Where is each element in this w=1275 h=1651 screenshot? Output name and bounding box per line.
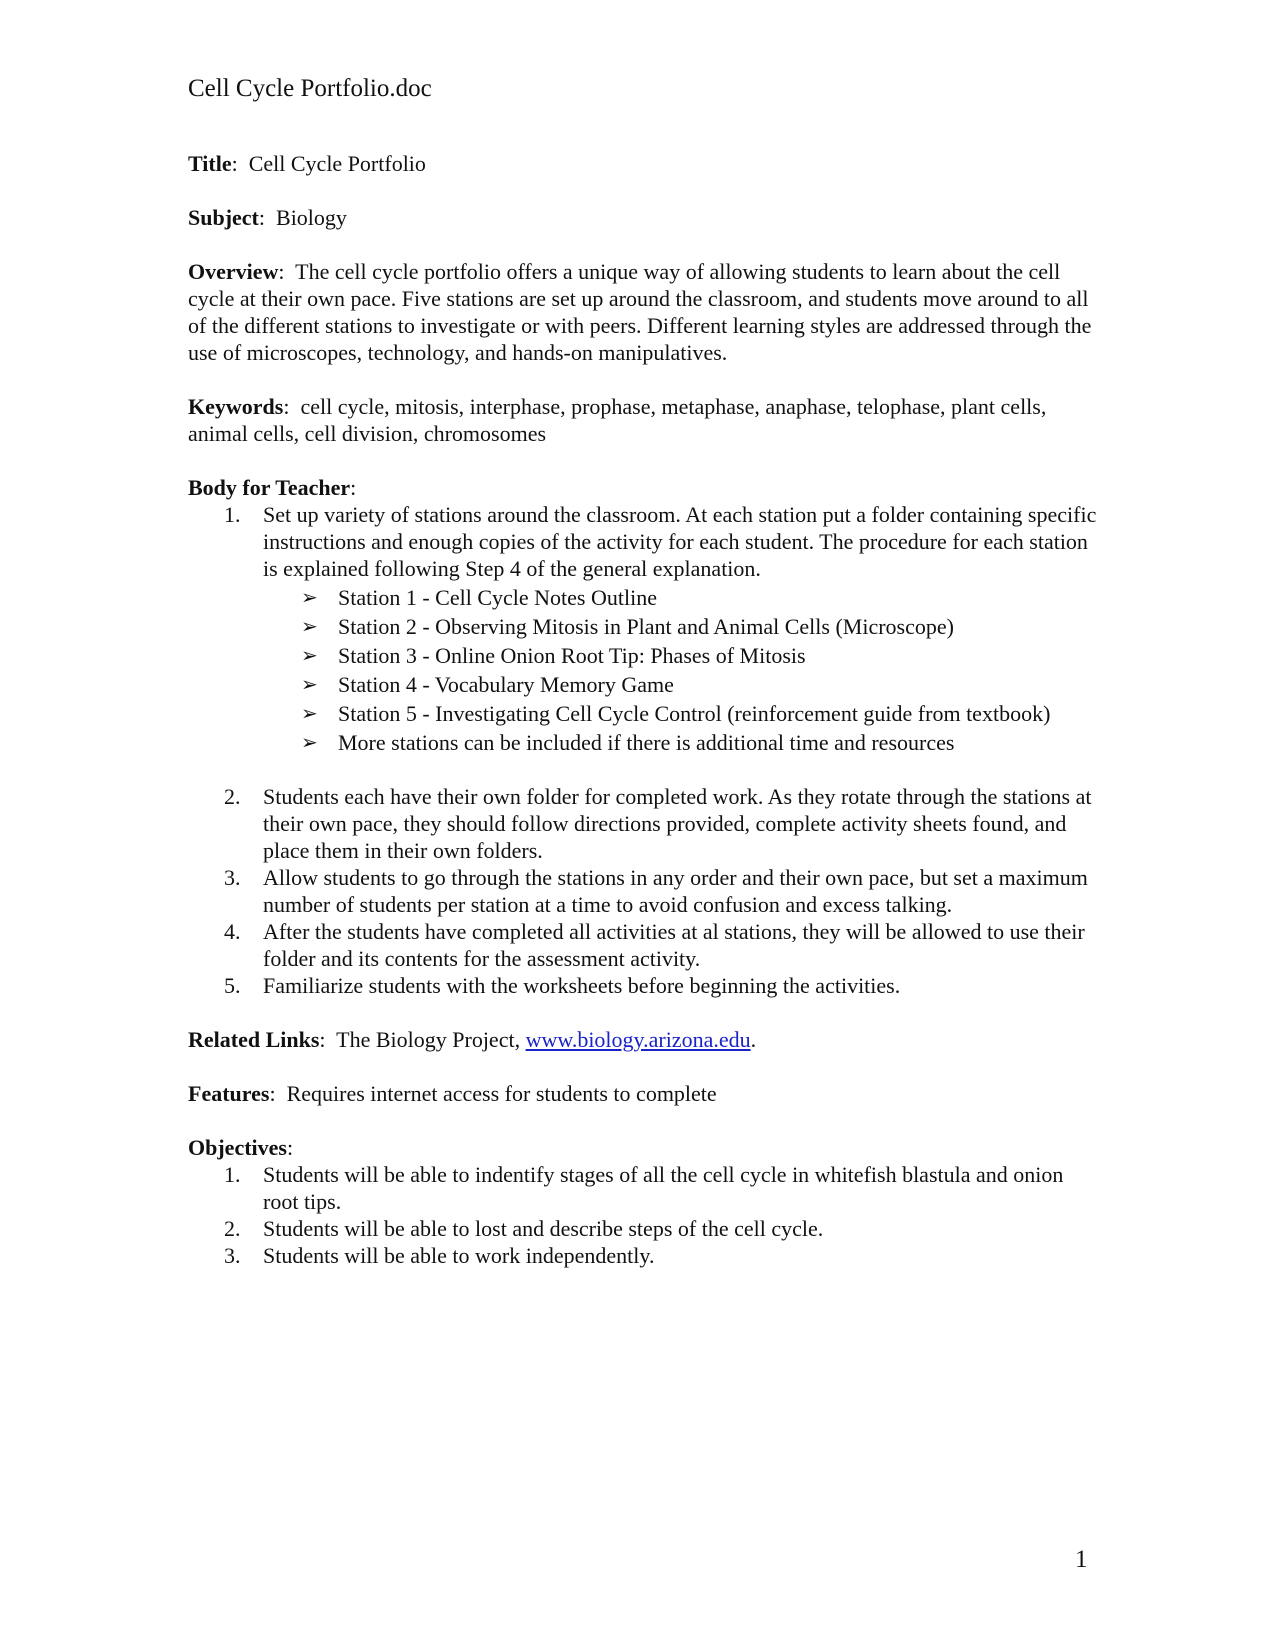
related-links-label: Related Links — [188, 1027, 320, 1052]
step-number: 2. — [224, 784, 241, 809]
keywords-text: cell cycle, mitosis, interphase, prophase, metaphase, anaphase, telophase, plant cells, animal cells, cell division, chromosomes — [188, 394, 1047, 446]
features-label: Features — [188, 1081, 270, 1106]
step-number: 5. — [224, 973, 241, 998]
keywords-label: Keywords — [188, 394, 284, 419]
objectives-heading — [188, 1134, 1100, 1161]
step-number: 1. — [224, 502, 241, 527]
related-links-field — [188, 1026, 1100, 1053]
features-colon: : — [269, 1081, 276, 1106]
subject-value: Biology — [276, 205, 347, 230]
objectives-label: Objectives — [188, 1135, 287, 1160]
objectives-colon: : — [286, 1135, 294, 1160]
step-number: 3. — [224, 865, 241, 890]
station-text: Station 5 - Investigating Cell Cycle Control (reinforcement guide from textbook) — [338, 701, 1051, 726]
station-item — [263, 729, 1100, 756]
teacher-step — [188, 918, 1100, 972]
station-text: Station 4 - Vocabulary Memory Game — [338, 672, 674, 697]
title-label: Title — [188, 151, 232, 176]
station-item — [263, 613, 1100, 640]
objectives-list — [188, 1161, 1100, 1269]
subject-field — [188, 204, 1100, 231]
features-field — [188, 1080, 1100, 1107]
objective-item — [188, 1242, 1100, 1269]
step-text: Set up variety of stations around the classroom. At each station put a folder containing specific instructions and enough copies of the activity for each student. The procedure for each station is explained following Step 4 of the general explanation. — [263, 502, 1097, 581]
station-item — [263, 700, 1100, 727]
arrow-bullet-icon: ➢ — [301, 614, 318, 638]
page-number: 1 — [1075, 1546, 1088, 1573]
document-filename: Cell Cycle Portfolio.doc — [188, 75, 432, 102]
station-text: Station 1 - Cell Cycle Notes Outline — [338, 585, 657, 610]
arrow-bullet-icon: ➢ — [301, 585, 318, 609]
related-links-colon: : — [319, 1027, 326, 1052]
body-for-teacher-heading — [188, 474, 1100, 501]
arrow-bullet-icon: ➢ — [301, 730, 318, 754]
station-text: Station 2 - Observing Mitosis in Plant and Animal Cells (Microscope) — [338, 614, 954, 639]
biology-project-link[interactable]: www.biology.arizona.edu — [525, 1027, 751, 1052]
teacher-step — [188, 783, 1100, 864]
title-colon: : — [231, 151, 238, 176]
stations-list — [263, 584, 1100, 756]
related-links-prefix: The Biology Project, — [336, 1027, 526, 1052]
step-text: Allow students to go through the stations in any order and their own pace, but set a maximum number of students per station at a time to avoid confusion and excess talking. — [263, 865, 1088, 917]
overview-text: The cell cycle portfolio offers a unique way of allowing students to learn about the cell cycle at their own pace. Five stations are set up around the classroom, and students move around to all of the different stations to investigate or with peers. Different learning styles are addressed through the use of microscopes, technology, and hands-on manipulatives. — [188, 259, 1092, 365]
objective-text: Students will be able to indentify stages of all the cell cycle in whitefish blastula and onion root tips. — [263, 1162, 1064, 1214]
teacher-step — [188, 972, 1100, 999]
teacher-step — [188, 501, 1100, 783]
step-number: 4. — [224, 919, 241, 944]
title-field — [188, 150, 1100, 177]
teacher-step — [188, 864, 1100, 918]
step-text: Familiarize students with the worksheets before beginning the activities. — [263, 973, 901, 998]
step-text: Students each have their own folder for completed work. As they rotate through the stations at their own pace, they should follow directions provided, complete activity sheets found, and place them in their own folders. — [263, 784, 1092, 863]
station-text: Station 3 - Online Onion Root Tip: Phases of Mitosis — [338, 643, 806, 668]
title-value: Cell Cycle Portfolio — [248, 151, 426, 176]
objective-item — [188, 1161, 1100, 1215]
keywords-colon: : — [283, 394, 290, 419]
overview-label: Overview — [188, 259, 279, 284]
step-text: After the students have completed all activities at al stations, they will be allowed to use their folder and its contents for the assessment activity. — [263, 919, 1085, 971]
station-text: More stations can be included if there is additional time and resources — [338, 730, 955, 755]
keywords-field — [188, 393, 1100, 447]
teacher-steps-list — [188, 501, 1100, 999]
objective-number: 1. — [224, 1162, 241, 1187]
subject-colon: : — [258, 205, 266, 230]
station-item — [263, 671, 1100, 698]
objective-number: 2. — [224, 1216, 241, 1241]
body-for-teacher-label: Body for Teacher — [188, 475, 351, 500]
overview-field — [188, 258, 1100, 366]
objective-text: Students will be able to lost and describe steps of the cell cycle. — [263, 1216, 824, 1241]
features-text: Requires internet access for students to complete — [286, 1081, 717, 1106]
subject-label: Subject — [188, 205, 259, 230]
arrow-bullet-icon: ➢ — [301, 672, 318, 696]
station-item — [263, 642, 1100, 669]
objective-text: Students will be able to work independently. — [263, 1243, 655, 1268]
arrow-bullet-icon: ➢ — [301, 701, 318, 725]
objective-item — [188, 1215, 1100, 1242]
document-content — [188, 150, 1100, 1269]
objective-number: 3. — [224, 1243, 241, 1268]
related-links-suffix: . — [750, 1027, 757, 1052]
overview-colon: : — [278, 259, 285, 284]
arrow-bullet-icon: ➢ — [301, 643, 318, 667]
station-item — [263, 584, 1100, 611]
body-for-teacher-colon: : — [350, 475, 357, 500]
